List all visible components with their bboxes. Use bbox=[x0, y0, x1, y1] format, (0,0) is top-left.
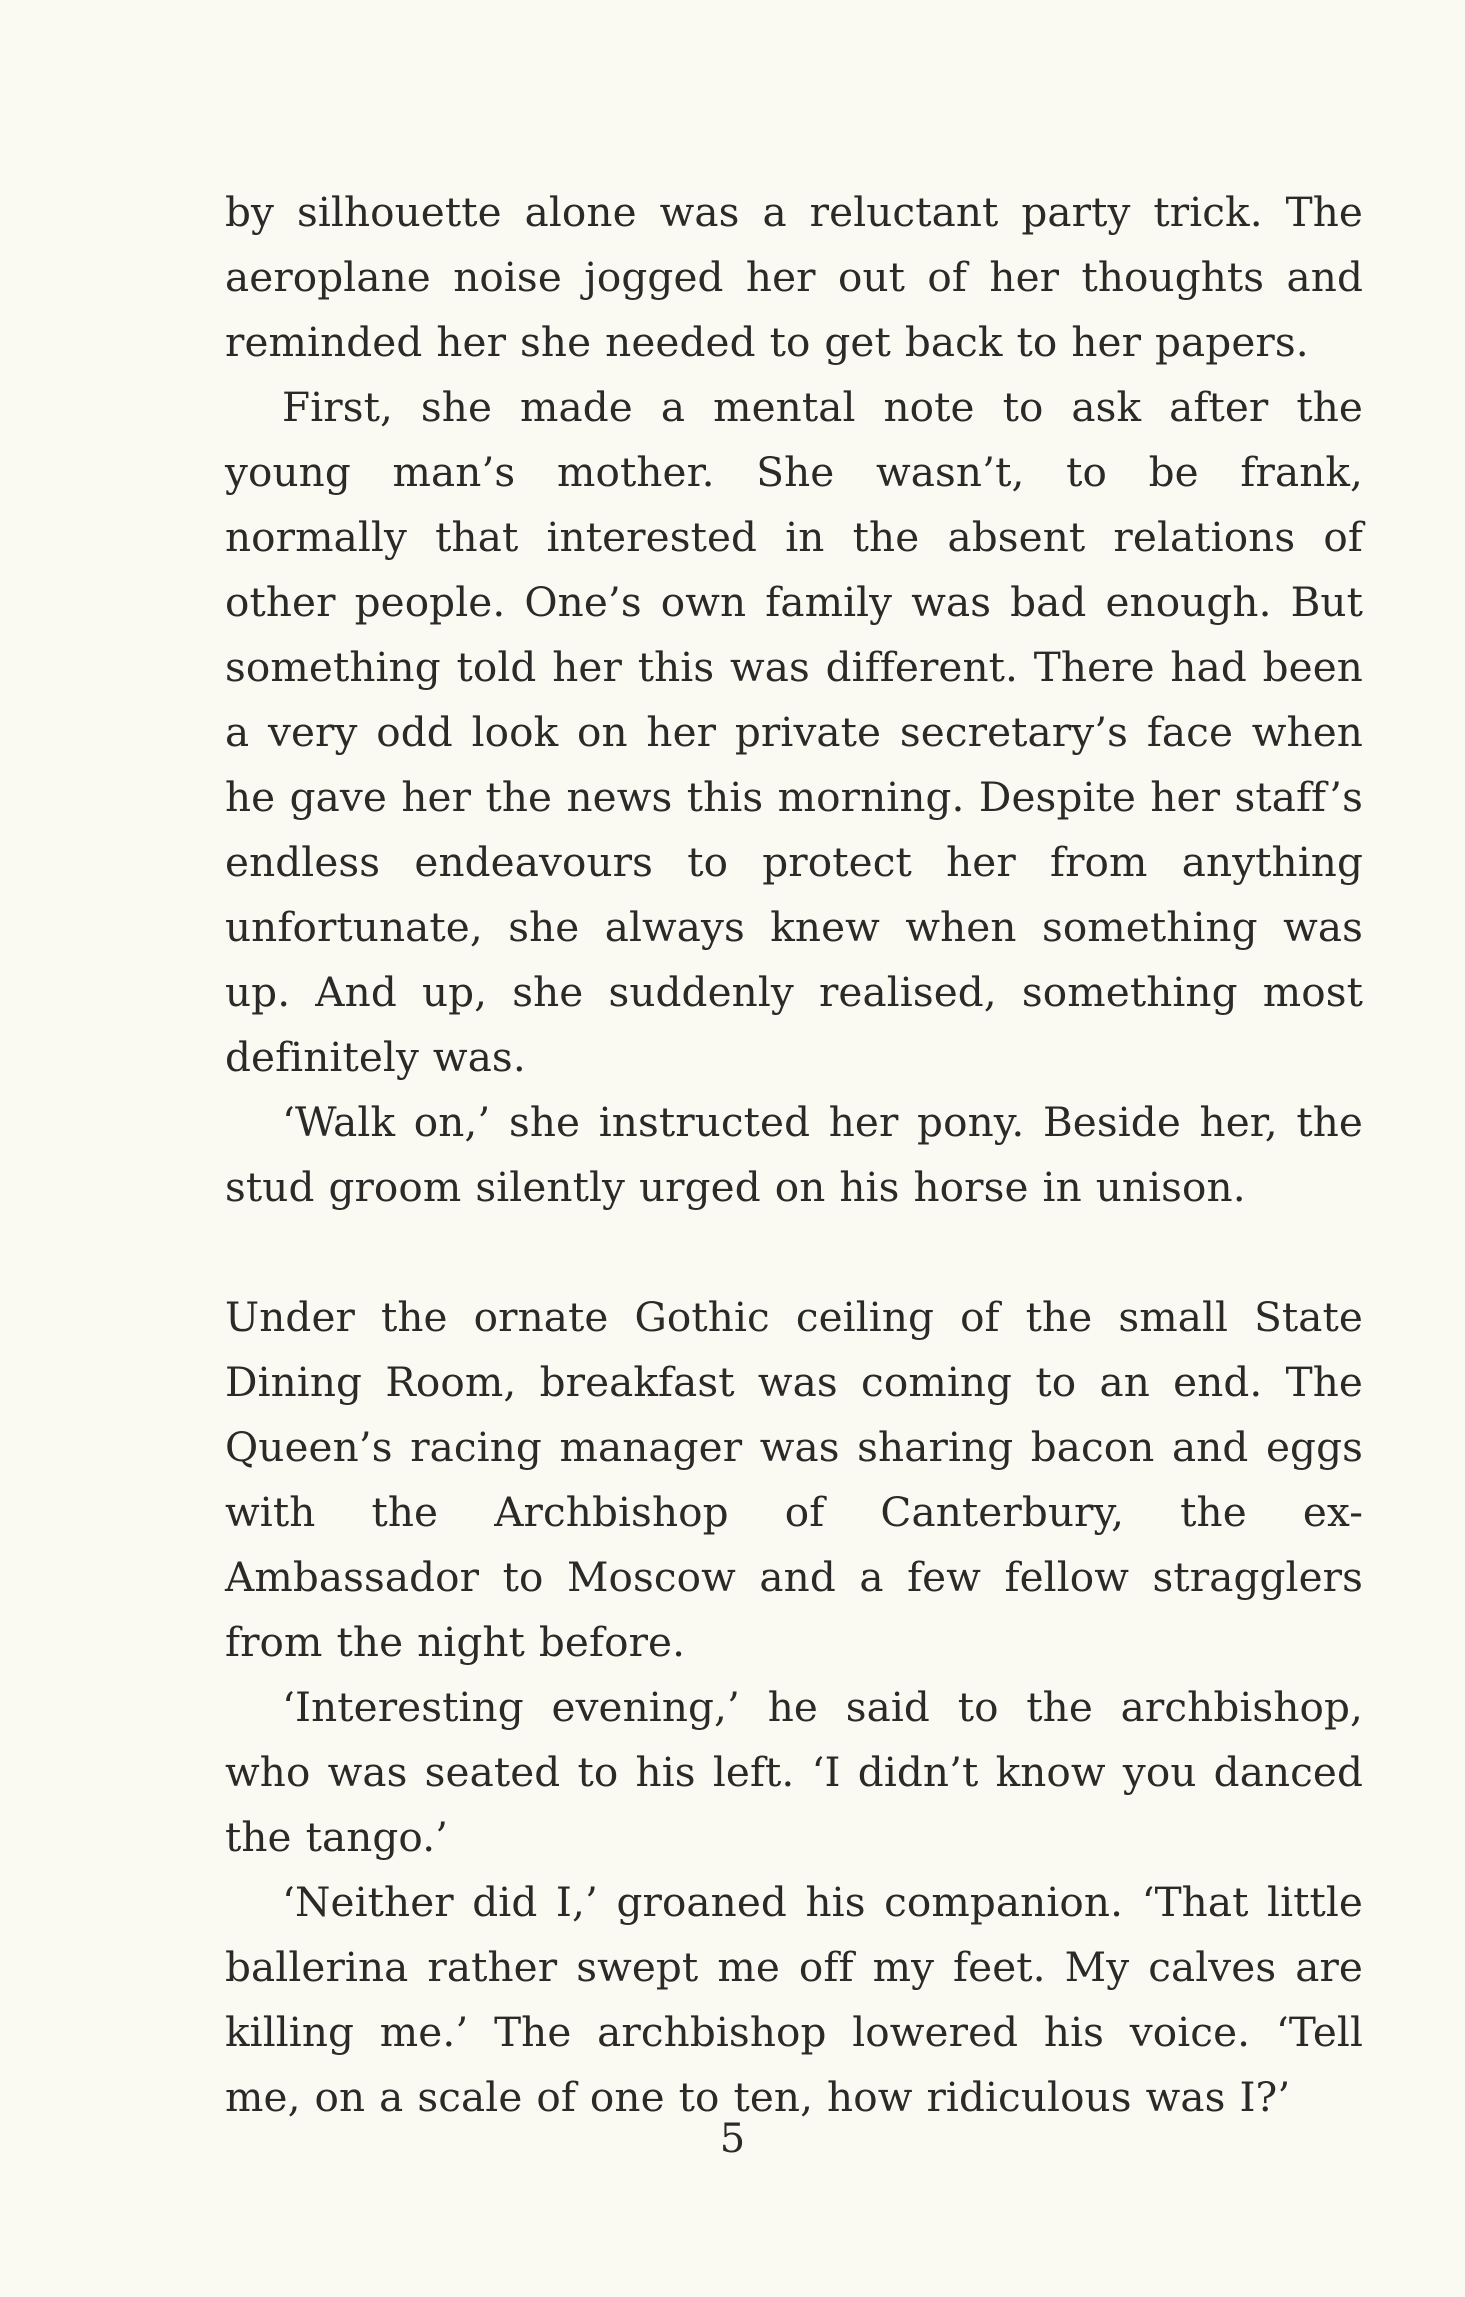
section-two bbox=[225, 1285, 1363, 2130]
paragraph-continuation: by silhouette alone was a reluctant party trick. The aeroplane noise jogged her out of her thoughts and reminded her she needed to get back to her papers. bbox=[225, 188, 1363, 366]
section-one bbox=[225, 180, 1363, 1220]
page-number: 5 bbox=[719, 2116, 746, 2162]
paragraph-mental-note: First, she made a mental note to ask after the young man’s mother. She wasn’t, to be frank, normally that interested in the absent relations of other people. One’s own family was bad enough. But something told her this was different. There had been a very odd look on her private secretary’s face when he gave her the news this morning. Despite her staff’s endless endeavours to protect her from anything unfortunate, she always knew when something was up. And up, she suddenly realised, something most definitely was. bbox=[225, 383, 1363, 1081]
paragraph-neither-did-i: ‘Neither did I,’ groaned his companion. ‘That little ballerina rather swept me off my feet. My calves are killing me.’ The archbishop lowered his voice. ‘Tell me, on a scale of one to ten, how ridiculous was I?’ bbox=[225, 1878, 1363, 2121]
paragraph-walk-on: ‘Walk on,’ she instructed her pony. Beside her, the stud groom silently urged on his horse in unison. bbox=[225, 1098, 1363, 1211]
paragraph-interesting-evening: ‘Interesting evening,’ he said to the archbishop, who was seated to his left. ‘I didn’t know you danced the tango.’ bbox=[225, 1683, 1363, 1861]
paragraph-breakfast: Under the ornate Gothic ceiling of the small State Dining Room, breakfast was coming to an end. The Queen’s racing manager was sharing bacon and eggs with the Archbishop of Canterbury, the ex-Ambassador to Moscow and a few fellow stragglers from the night before. bbox=[225, 1293, 1363, 1666]
